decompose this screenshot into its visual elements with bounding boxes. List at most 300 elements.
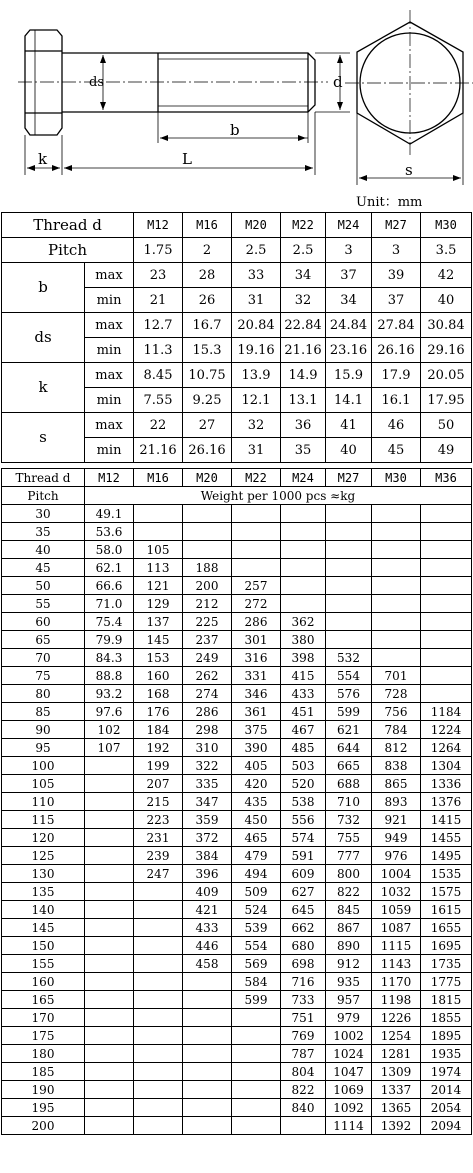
weights-header-row [2,469,472,487]
weight-cell [134,1063,183,1081]
weight-cell: 249 [183,649,232,667]
weight-cell: 446 [183,937,232,955]
weight-cell: 1047 [326,1063,372,1081]
bolt-technical-drawing [0,0,473,190]
dims-cell: 23 [134,263,183,288]
table-row [2,973,472,991]
size-header: M16 [183,213,232,238]
weight-cell [281,577,326,595]
weight-cell: 298 [183,721,232,739]
dims-cell: 14.9 [281,363,326,388]
weight-cell: 121 [134,577,183,595]
pitch-label: Pitch [2,238,134,263]
weight-cell [134,523,183,541]
weight-cell: 361 [232,703,281,721]
sub-label: min [85,388,134,413]
weight-cell: 784 [372,721,421,739]
weight-cell: 1615 [421,901,472,919]
dims-cell: 36 [281,413,326,438]
weight-cell: 584 [232,973,281,991]
weight-cell [281,523,326,541]
weight-cell: 539 [232,919,281,937]
weight-cell: 787 [281,1045,326,1063]
weight-cell: 223 [134,811,183,829]
weight-cell: 509 [232,883,281,901]
weight-cell: 375 [232,721,281,739]
weight-cell [326,523,372,541]
weight-cell: 599 [232,991,281,1009]
length-label: 40 [2,541,85,559]
weight-cell: 1069 [326,1081,372,1099]
weight-cell [421,631,472,649]
weight-cell: 569 [232,955,281,973]
unit-label: Unit：mm [356,195,423,210]
weight-cell: 680 [281,937,326,955]
weight-cell: 1198 [372,991,421,1009]
weight-cell: 1254 [372,1027,421,1045]
weight-cell: 176 [134,703,183,721]
table-row [2,829,472,847]
table-row [2,757,472,775]
weight-cell [421,559,472,577]
weight-cell [232,1009,281,1027]
weight-cell: 2054 [421,1099,472,1117]
weight-cell: 247 [134,865,183,883]
weight-cell: 199 [134,757,183,775]
weight-cell [232,1099,281,1117]
weight-cell: 2094 [421,1117,472,1135]
dims-cell: 31 [232,438,281,463]
dims-cell: 21.16 [134,438,183,463]
weight-cell: 921 [372,811,421,829]
length-label: 195 [2,1099,85,1117]
weight-cell [232,559,281,577]
table-row [2,721,472,739]
weight-cell: 1184 [421,703,472,721]
size-header: M12 [134,213,183,238]
pitch-value: 2.5 [281,238,326,263]
weight-cell: 62.1 [85,559,134,577]
weight-cell [232,505,281,523]
dims-cell: 15.9 [326,363,372,388]
weight-cell [326,505,372,523]
weight-cell [372,505,421,523]
weight-cell: 84.3 [85,649,134,667]
size-header: M20 [183,469,232,487]
size-header: M12 [85,469,134,487]
weight-cell [85,991,134,1009]
weight-cell: 105 [134,541,183,559]
dims-cell: 26 [183,288,232,313]
weight-cell [326,613,372,631]
length-label: 115 [2,811,85,829]
weight-cell: 207 [134,775,183,793]
length-label: 30 [2,505,85,523]
weight-cell [281,1117,326,1135]
table-row [2,649,472,667]
weight-cell: 769 [281,1027,326,1045]
weight-cell: 701 [372,667,421,685]
weight-cell [421,523,472,541]
dims-row [2,363,472,388]
weight-cell [372,577,421,595]
weight-cell: 66.6 [85,577,134,595]
weight-cell: 845 [326,901,372,919]
weight-cell: 286 [183,703,232,721]
weight-cell: 804 [281,1063,326,1081]
weight-cell: 912 [326,955,372,973]
weight-cell [85,793,134,811]
table-row [2,595,472,613]
length-label: 65 [2,631,85,649]
weight-cell [281,541,326,559]
weight-cell: 554 [232,937,281,955]
weight-cell: 71.0 [85,595,134,613]
length-label: 155 [2,955,85,973]
weight-cell [134,883,183,901]
weight-cell [183,973,232,991]
length-label: 80 [2,685,85,703]
weight-cell: 53.6 [85,523,134,541]
sub-label: max [85,413,134,438]
weight-cell: 137 [134,613,183,631]
weight-cell: 107 [85,739,134,757]
weight-cell [134,1009,183,1027]
weight-cell: 1143 [372,955,421,973]
weight-cell [85,1027,134,1045]
bolt-head-outline [25,30,62,135]
weight-cell [372,559,421,577]
dims-cell: 40 [421,288,472,313]
weight-cell [232,523,281,541]
dims-cell: 20.05 [421,363,472,388]
weight-cell: 865 [372,775,421,793]
weight-cell: 145 [134,631,183,649]
weight-cell: 75.4 [85,613,134,631]
dims-cell: 16.7 [183,313,232,338]
size-header: M22 [281,213,326,238]
weight-cell: 97.6 [85,703,134,721]
size-header: M24 [326,213,372,238]
weight-cell: 346 [232,685,281,703]
size-header: M27 [372,213,421,238]
length-label: 85 [2,703,85,721]
table-row [2,793,472,811]
weight-cell: 93.2 [85,685,134,703]
table-row [2,1009,472,1027]
weight-cell: 188 [183,559,232,577]
weight-cell [134,937,183,955]
weight-cell: 420 [232,775,281,793]
length-label: 180 [2,1045,85,1063]
weight-cell [326,631,372,649]
table-row [2,811,472,829]
weight-cell: 435 [232,793,281,811]
weight-cell: 479 [232,847,281,865]
weight-cell: 1775 [421,973,472,991]
table-row [2,991,472,1009]
weight-cell [232,1063,281,1081]
weight-cell: 1535 [421,865,472,883]
dims-cell: 22.84 [281,313,326,338]
sub-label: max [85,363,134,388]
length-label: 125 [2,847,85,865]
pitch-label: Pitch [2,487,85,505]
weight-cell [85,1099,134,1117]
dims-cell: 32 [232,413,281,438]
dims-row [2,413,472,438]
weight-cell [85,865,134,883]
weight-cell: 274 [183,685,232,703]
weight-cell: 1415 [421,811,472,829]
weight-cell: 390 [232,739,281,757]
dims-cell: 49 [421,438,472,463]
weight-cell [85,829,134,847]
weight-cell: 1032 [372,883,421,901]
weight-cell [421,541,472,559]
length-label: 45 [2,559,85,577]
weight-cell: 524 [232,901,281,919]
weight-cell: 732 [326,811,372,829]
size-header: M24 [281,469,326,487]
weight-cell: 421 [183,901,232,919]
weight-cell [183,1009,232,1027]
weight-cell: 1002 [326,1027,372,1045]
thread-label: Thread d [2,213,134,238]
length-label: 75 [2,667,85,685]
weight-cell: 1935 [421,1045,472,1063]
weight-cell: 1264 [421,739,472,757]
weight-cell [183,1099,232,1117]
weight-cell: 347 [183,793,232,811]
weight-cell [232,541,281,559]
weight-cell: 1170 [372,973,421,991]
weight-cell [232,1045,281,1063]
dims-cell: 17.95 [421,388,472,413]
weight-cell: 102 [85,721,134,739]
weight-cell [232,1027,281,1045]
weight-cell: 1455 [421,829,472,847]
weight-cell: 485 [281,739,326,757]
weight-cell: 494 [232,865,281,883]
weight-cell: 1309 [372,1063,421,1081]
table-row [2,1027,472,1045]
table-row [2,703,472,721]
weight-cell: 976 [372,847,421,865]
dims-cell: 30.84 [421,313,472,338]
weight-cell: 688 [326,775,372,793]
dims-cell: 42 [421,263,472,288]
weight-cell: 1337 [372,1081,421,1099]
table-row [2,505,472,523]
weight-cell: 262 [183,667,232,685]
length-label: 190 [2,1081,85,1099]
pitch-weight-row [2,487,472,505]
weight-cell: 113 [134,559,183,577]
sub-label: min [85,338,134,363]
dims-cell: 12.1 [232,388,281,413]
weight-cell: 554 [326,667,372,685]
label-b: b [230,121,240,139]
weight-cell: 710 [326,793,372,811]
sub-label: max [85,313,134,338]
weight-cell: 1815 [421,991,472,1009]
weight-cell [326,559,372,577]
weight-cell [134,973,183,991]
dims-cell: 50 [421,413,472,438]
length-label: 185 [2,1063,85,1081]
dims-cell: 34 [326,288,372,313]
pitch-row [2,238,472,263]
weight-cell: 503 [281,757,326,775]
weight-cell: 168 [134,685,183,703]
weight-cell: 458 [183,955,232,973]
weight-cell [232,1081,281,1099]
weight-cell: 316 [232,649,281,667]
weights-table [1,468,472,1135]
weight-cell: 957 [326,991,372,1009]
dims-cell: 26.16 [372,338,421,363]
weight-label: Weight per 1000 pcs ≈kg [85,487,472,505]
table-row [2,739,472,757]
weight-cell [85,847,134,865]
param-label: ds [2,313,85,363]
label-k: k [38,150,48,168]
weight-cell [85,757,134,775]
weight-cell: 257 [232,577,281,595]
weight-cell: 599 [326,703,372,721]
weight-cell: 451 [281,703,326,721]
pitch-value: 2.5 [232,238,281,263]
weight-cell: 1974 [421,1063,472,1081]
weight-cell: 322 [183,757,232,775]
weight-cell: 716 [281,973,326,991]
weight-cell: 192 [134,739,183,757]
length-label: 165 [2,991,85,1009]
weight-cell [326,541,372,559]
weight-cell: 405 [232,757,281,775]
weight-cell: 627 [281,883,326,901]
weight-cell: 532 [326,649,372,667]
table-row [2,901,472,919]
weight-cell [134,1099,183,1117]
weight-cell: 591 [281,847,326,865]
weight-cell: 538 [281,793,326,811]
weight-cell [85,919,134,937]
table-row [2,541,472,559]
weight-cell: 301 [232,631,281,649]
table-row [2,613,472,631]
weight-cell: 867 [326,919,372,937]
table-row [2,1117,472,1135]
dims-header-row [2,213,472,238]
length-label: 160 [2,973,85,991]
thread-label: Thread d [2,469,85,487]
weight-cell: 384 [183,847,232,865]
weight-cell [134,901,183,919]
weight-cell: 215 [134,793,183,811]
dims-cell: 21 [134,288,183,313]
weight-cell [134,919,183,937]
dims-cell: 10.75 [183,363,232,388]
weight-cell: 755 [326,829,372,847]
weight-cell: 800 [326,865,372,883]
weight-cell: 372 [183,829,232,847]
weight-cell: 1281 [372,1045,421,1063]
dims-cell: 39 [372,263,421,288]
weight-cell: 415 [281,667,326,685]
dims-cell: 40 [326,438,372,463]
dims-cell: 27 [183,413,232,438]
weight-cell [372,649,421,667]
weight-cell: 890 [326,937,372,955]
weight-cell: 467 [281,721,326,739]
table-row [2,685,472,703]
dims-cell: 19.16 [232,338,281,363]
weight-cell [281,559,326,577]
dims-cell: 33 [232,263,281,288]
weight-cell: 1087 [372,919,421,937]
dims-cell: 41 [326,413,372,438]
length-label: 90 [2,721,85,739]
weight-cell: 520 [281,775,326,793]
table-row [2,1081,472,1099]
weight-cell: 662 [281,919,326,937]
weight-cell [421,667,472,685]
length-label: 100 [2,757,85,775]
length-label: 200 [2,1117,85,1135]
weight-cell: 49.1 [85,505,134,523]
weight-cell: 1336 [421,775,472,793]
weight-cell [183,541,232,559]
weight-cell [134,1081,183,1099]
weight-cell: 272 [232,595,281,613]
param-label: k [2,363,85,413]
table-row [2,847,472,865]
weight-cell: 286 [232,613,281,631]
weight-cell: 225 [183,613,232,631]
weight-cell: 1059 [372,901,421,919]
pitch-value: 2 [183,238,232,263]
weight-cell: 645 [281,901,326,919]
weight-cell [134,991,183,1009]
weight-cell: 79.9 [85,631,134,649]
weight-cell [421,649,472,667]
weight-cell: 310 [183,739,232,757]
length-label: 60 [2,613,85,631]
weight-cell [85,973,134,991]
sub-label: max [85,263,134,288]
dims-cell: 27.84 [372,313,421,338]
weight-cell [85,955,134,973]
weight-cell: 1092 [326,1099,372,1117]
length-label: 95 [2,739,85,757]
length-label: 50 [2,577,85,595]
dims-cell: 9.25 [183,388,232,413]
dims-row [2,263,472,288]
dims-cell: 22 [134,413,183,438]
size-header: M30 [372,469,421,487]
dims-cell: 14.1 [326,388,372,413]
weight-cell [421,613,472,631]
weight-cell: 2014 [421,1081,472,1099]
weight-cell: 153 [134,649,183,667]
weight-cell: 1004 [372,865,421,883]
weight-cell: 893 [372,793,421,811]
weight-cell: 935 [326,973,372,991]
param-label: b [2,263,85,313]
weight-cell: 88.8 [85,667,134,685]
